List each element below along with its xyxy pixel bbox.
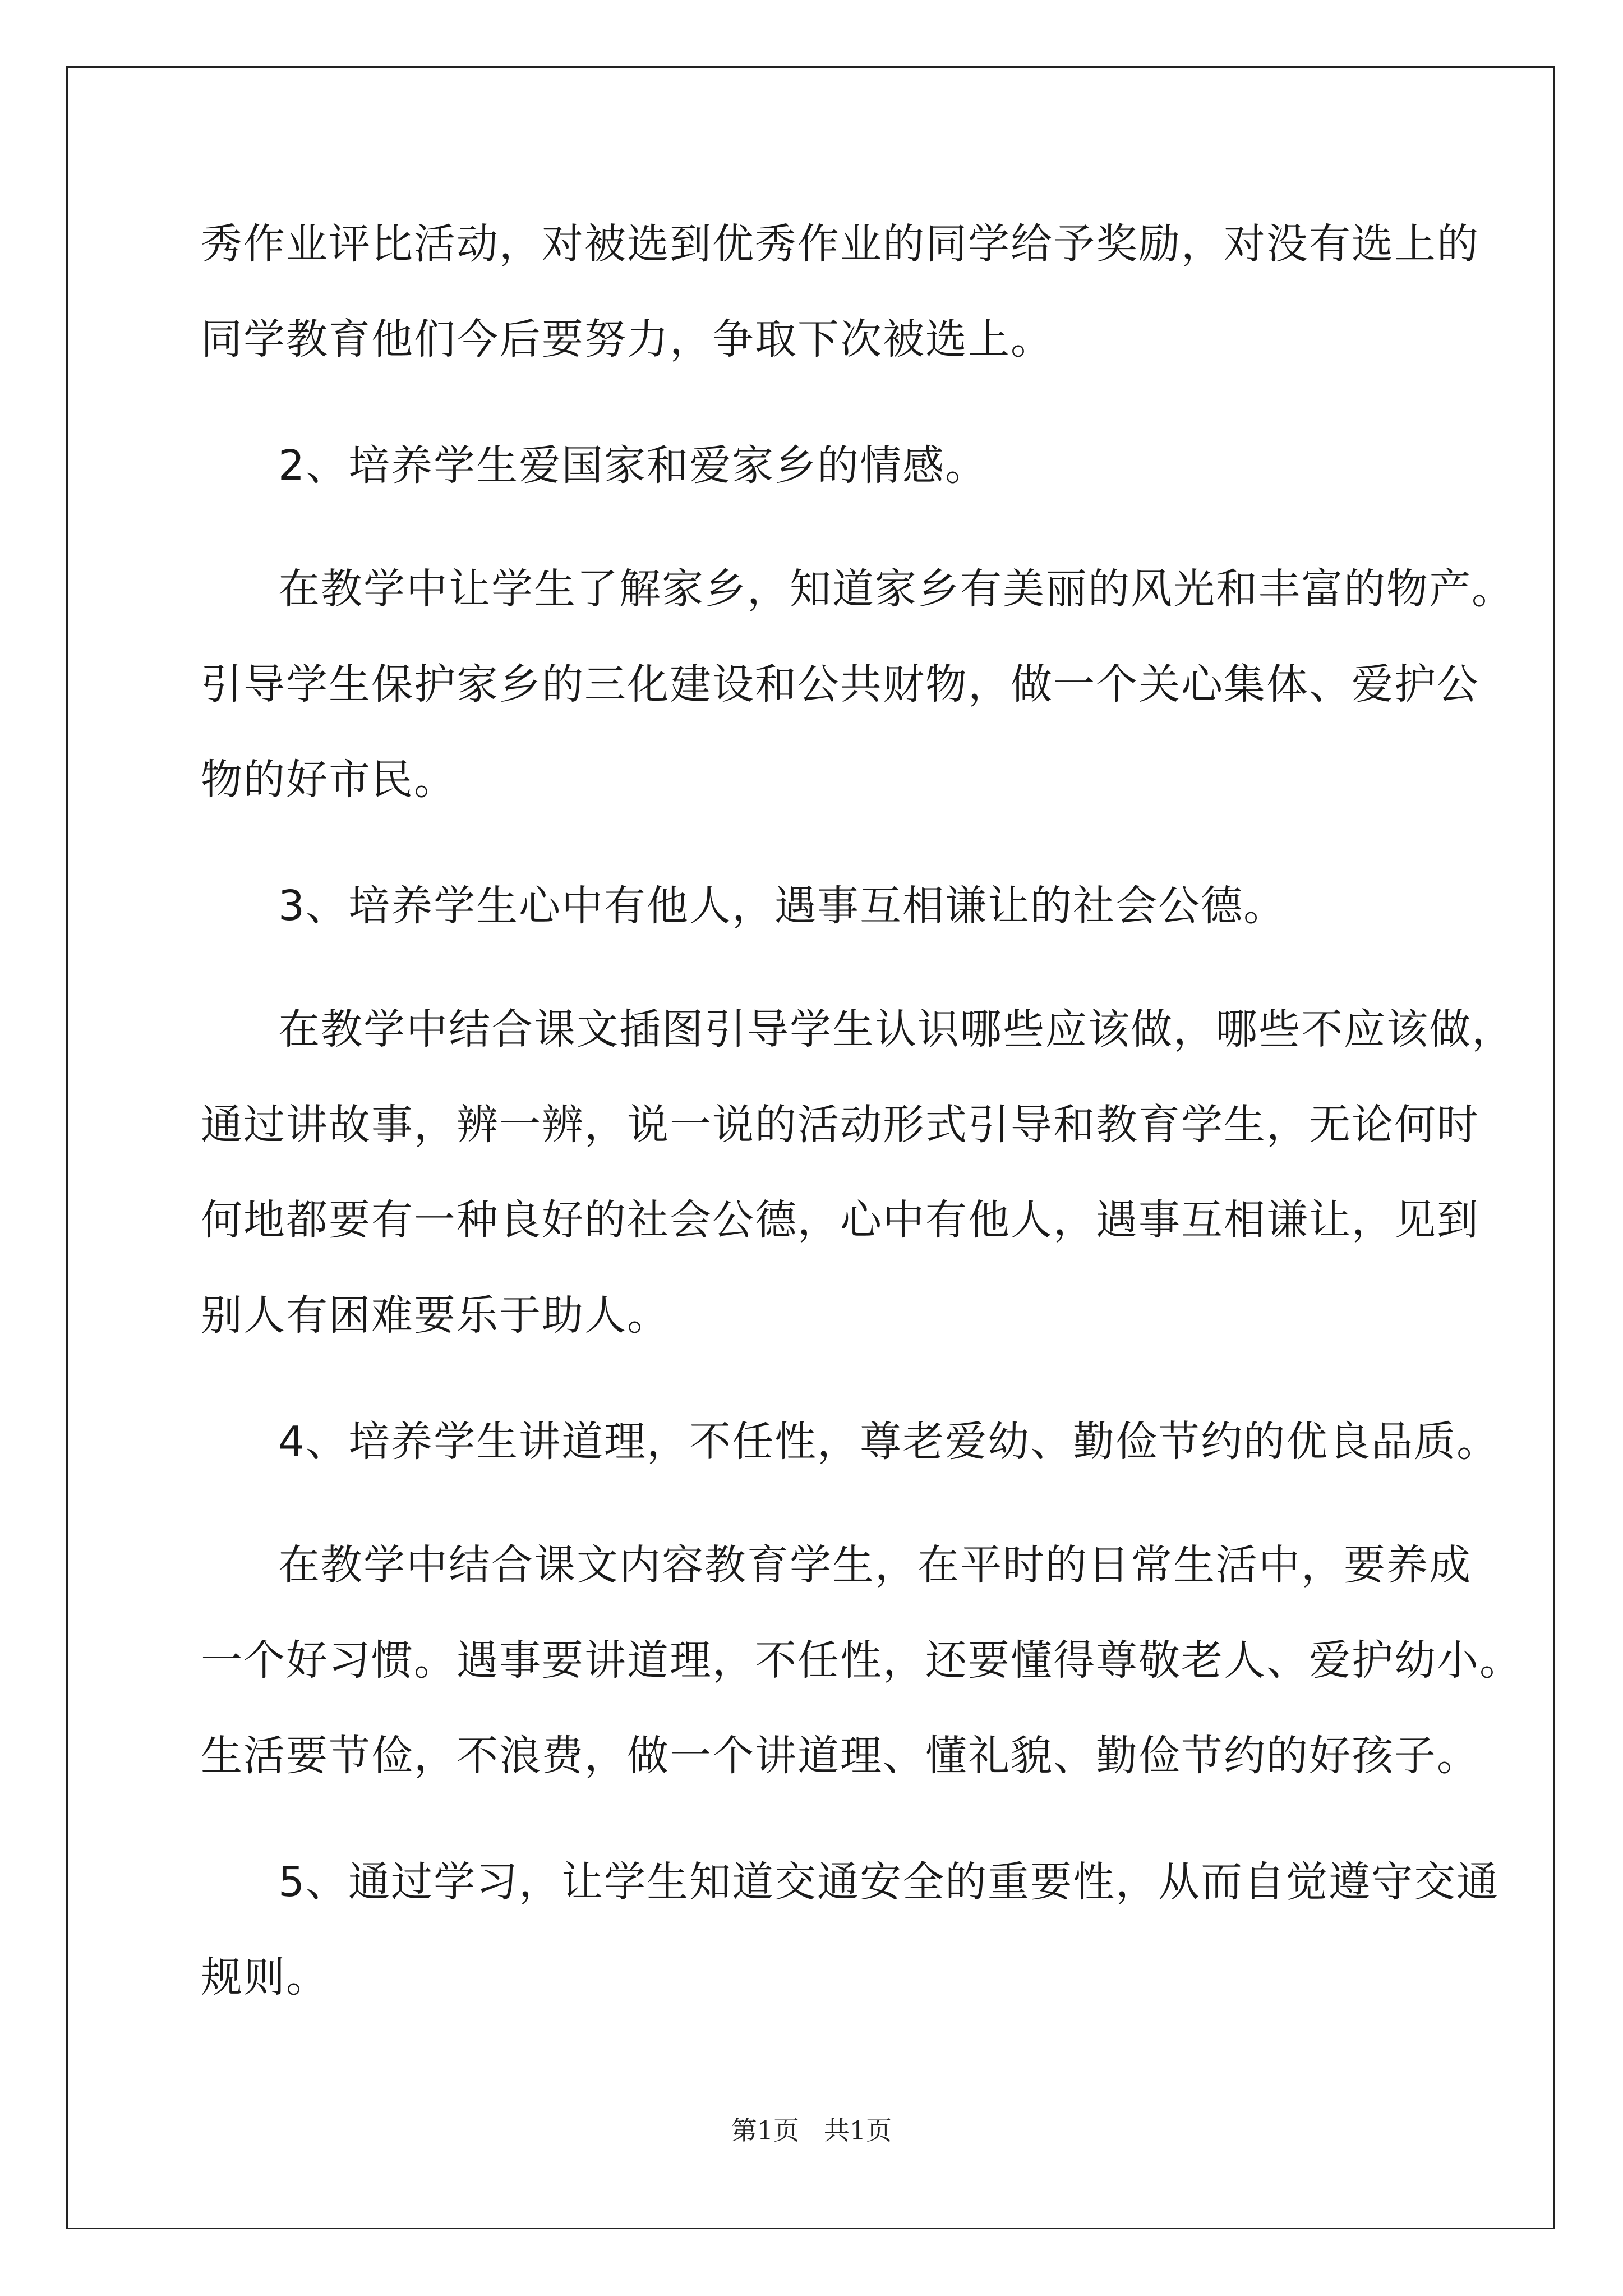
paragraph-line: 同学教育他们今后要努力，争取下次被选上。	[201, 315, 1053, 364]
paragraph-line: 规则。	[201, 1953, 329, 2001]
paragraph-line: 生活要节俭，不浪费，做一个讲道理、懂礼貌、勤俭节约的好孩子。	[201, 1732, 1479, 1780]
paragraph-line: 在教学中结合课文内容教育学生，在平时的日常生活中，要养成	[278, 1541, 1472, 1589]
paragraph-line: 在教学中结合课文插图引导学生认识哪些应该做，哪些不应该做，	[278, 1005, 1514, 1053]
section-heading-5: 5、通过学习，让学生知道交通安全的重要性，从而自觉遵守交通	[278, 1858, 1500, 1906]
paragraph-line: 一个好习惯。遇事要讲道理，不任性，还要懂得尊敬老人、爱护幼小。	[201, 1636, 1522, 1685]
paragraph-line: 别人有困难要乐于助人。	[201, 1291, 670, 1340]
paragraph-line: 通过讲故事，辨一辨，说一说的活动形式引导和教育学生，无论何时	[201, 1101, 1479, 1149]
section-heading-3: 3、培养学生心中有他人，遇事互相谦让的社会公德。	[278, 882, 1287, 930]
paragraph-line: 物的好市民。	[201, 756, 457, 804]
paragraph-line: 在教学中让学生了解家乡，知道家乡有美丽的风光和丰富的物产。	[278, 565, 1514, 613]
section-heading-4: 4、培养学生讲道理，不任性，尊老爱幼、勤俭节约的优良品质。	[278, 1418, 1500, 1466]
section-heading-2: 2、培养学生爱国家和爱家乡的情感。	[278, 441, 988, 490]
page-number-footer: 第1页 共1页	[731, 2115, 892, 2146]
paragraph-line: 引导学生保护家乡的三化建设和公共财物，做一个关心集体、爱护公	[201, 660, 1479, 708]
paragraph-line: 何地都要有一种良好的社会公德，心中有他人，遇事互相谦让，见到	[201, 1196, 1479, 1244]
paragraph-line: 秀作业评比活动，对被选到优秀作业的同学给予奖励，对没有选上的	[201, 220, 1479, 268]
